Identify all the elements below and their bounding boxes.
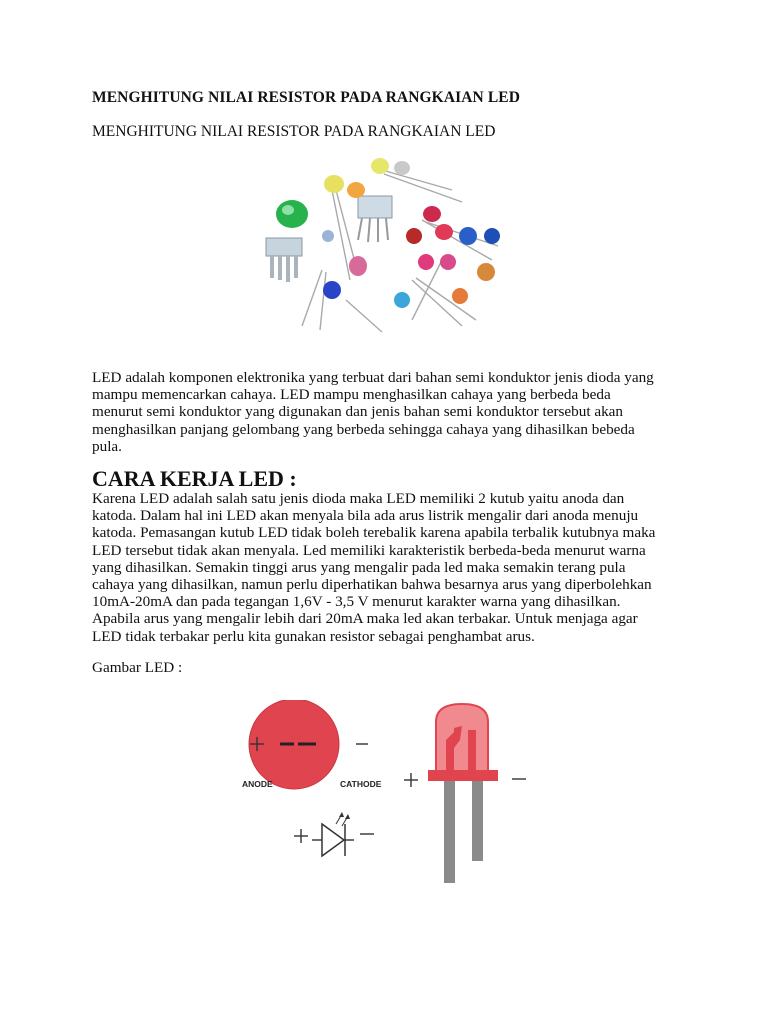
document-title-bold: MENGHITUNG NILAI RESISTOR PADA RANGKAIAN LED <box>92 89 520 106</box>
body-line: yang dihasilkan. Semakin tinggi arus yang mengalir pada led maka semakin terang pula <box>92 558 626 576</box>
intro-line: menurut semi konduktor yang digunakan dan jenis bahan semi konduktor tersebut akan <box>92 403 624 421</box>
intro-line: pula. <box>92 437 122 455</box>
led-bar-module-left <box>266 238 302 282</box>
body-line: Karena LED adalah salah satu jenis dioda maka LED memiliki 2 kutub yaitu anoda dan <box>92 490 625 507</box>
body-line: cahaya yang dihasilkan, namun perlu diperhatikan bahwa besarnya arus yang diperbolehkan <box>92 576 652 594</box>
document-title-plain: MENGHITUNG NILAI RESISTOR PADA RANGKAIAN LED <box>92 123 496 140</box>
intro-line: LED adalah komponen elektronika yang terbuat dari bahan semi konduktor jenis dioda yang <box>92 369 654 386</box>
assorted-leds-photo <box>262 150 506 336</box>
figure-caption: Gambar LED : <box>92 659 183 676</box>
anode-label: ANODE <box>242 779 273 789</box>
led-diagram <box>236 700 536 886</box>
body-line: Apabila arus yang mengalir lebih dari 20mA maka led akan terbakar. Untuk menjaga agar <box>92 610 638 628</box>
led-bar-module-middle <box>358 196 392 242</box>
diode-schematic-symbol <box>294 812 374 856</box>
section-heading: CARA KERJA LED : <box>92 466 297 491</box>
body-line: katoda. Pemasangan kutub LED tidak boleh terebalik karena apabila terbalik kutubnya maka <box>92 524 656 542</box>
intro-line: mampu memencarkan cahaya. LED mampu menghasilkan cahaya yang berbeda beda <box>92 386 611 404</box>
body-line: 10mA-20mA dan pada tegangan 1,6V - 3,5 V menurut karakter warna yang dihasilkan. <box>92 593 621 611</box>
body-paragraph <box>92 490 692 645</box>
body-line: katoda. Dalam hal ini LED akan menyala bila ada arus listrik mengalir dari anoda menuju <box>92 507 639 525</box>
intro-paragraph <box>92 369 692 455</box>
body-line: LED tersebut tidak akan menyala. Led memiliki karakteristik berbeda-beda menurut warna <box>92 541 646 559</box>
body-line: LED tidak terbakar perlu kita gunakan resistor sebagai penghambat arus. <box>92 627 535 645</box>
intro-line: menghasilkan panjang gelombang yang berbeda sehingga cahaya yang dihasilkan bebeda <box>92 420 635 438</box>
led-side-view <box>404 704 526 883</box>
cathode-label: CATHODE <box>340 779 382 789</box>
